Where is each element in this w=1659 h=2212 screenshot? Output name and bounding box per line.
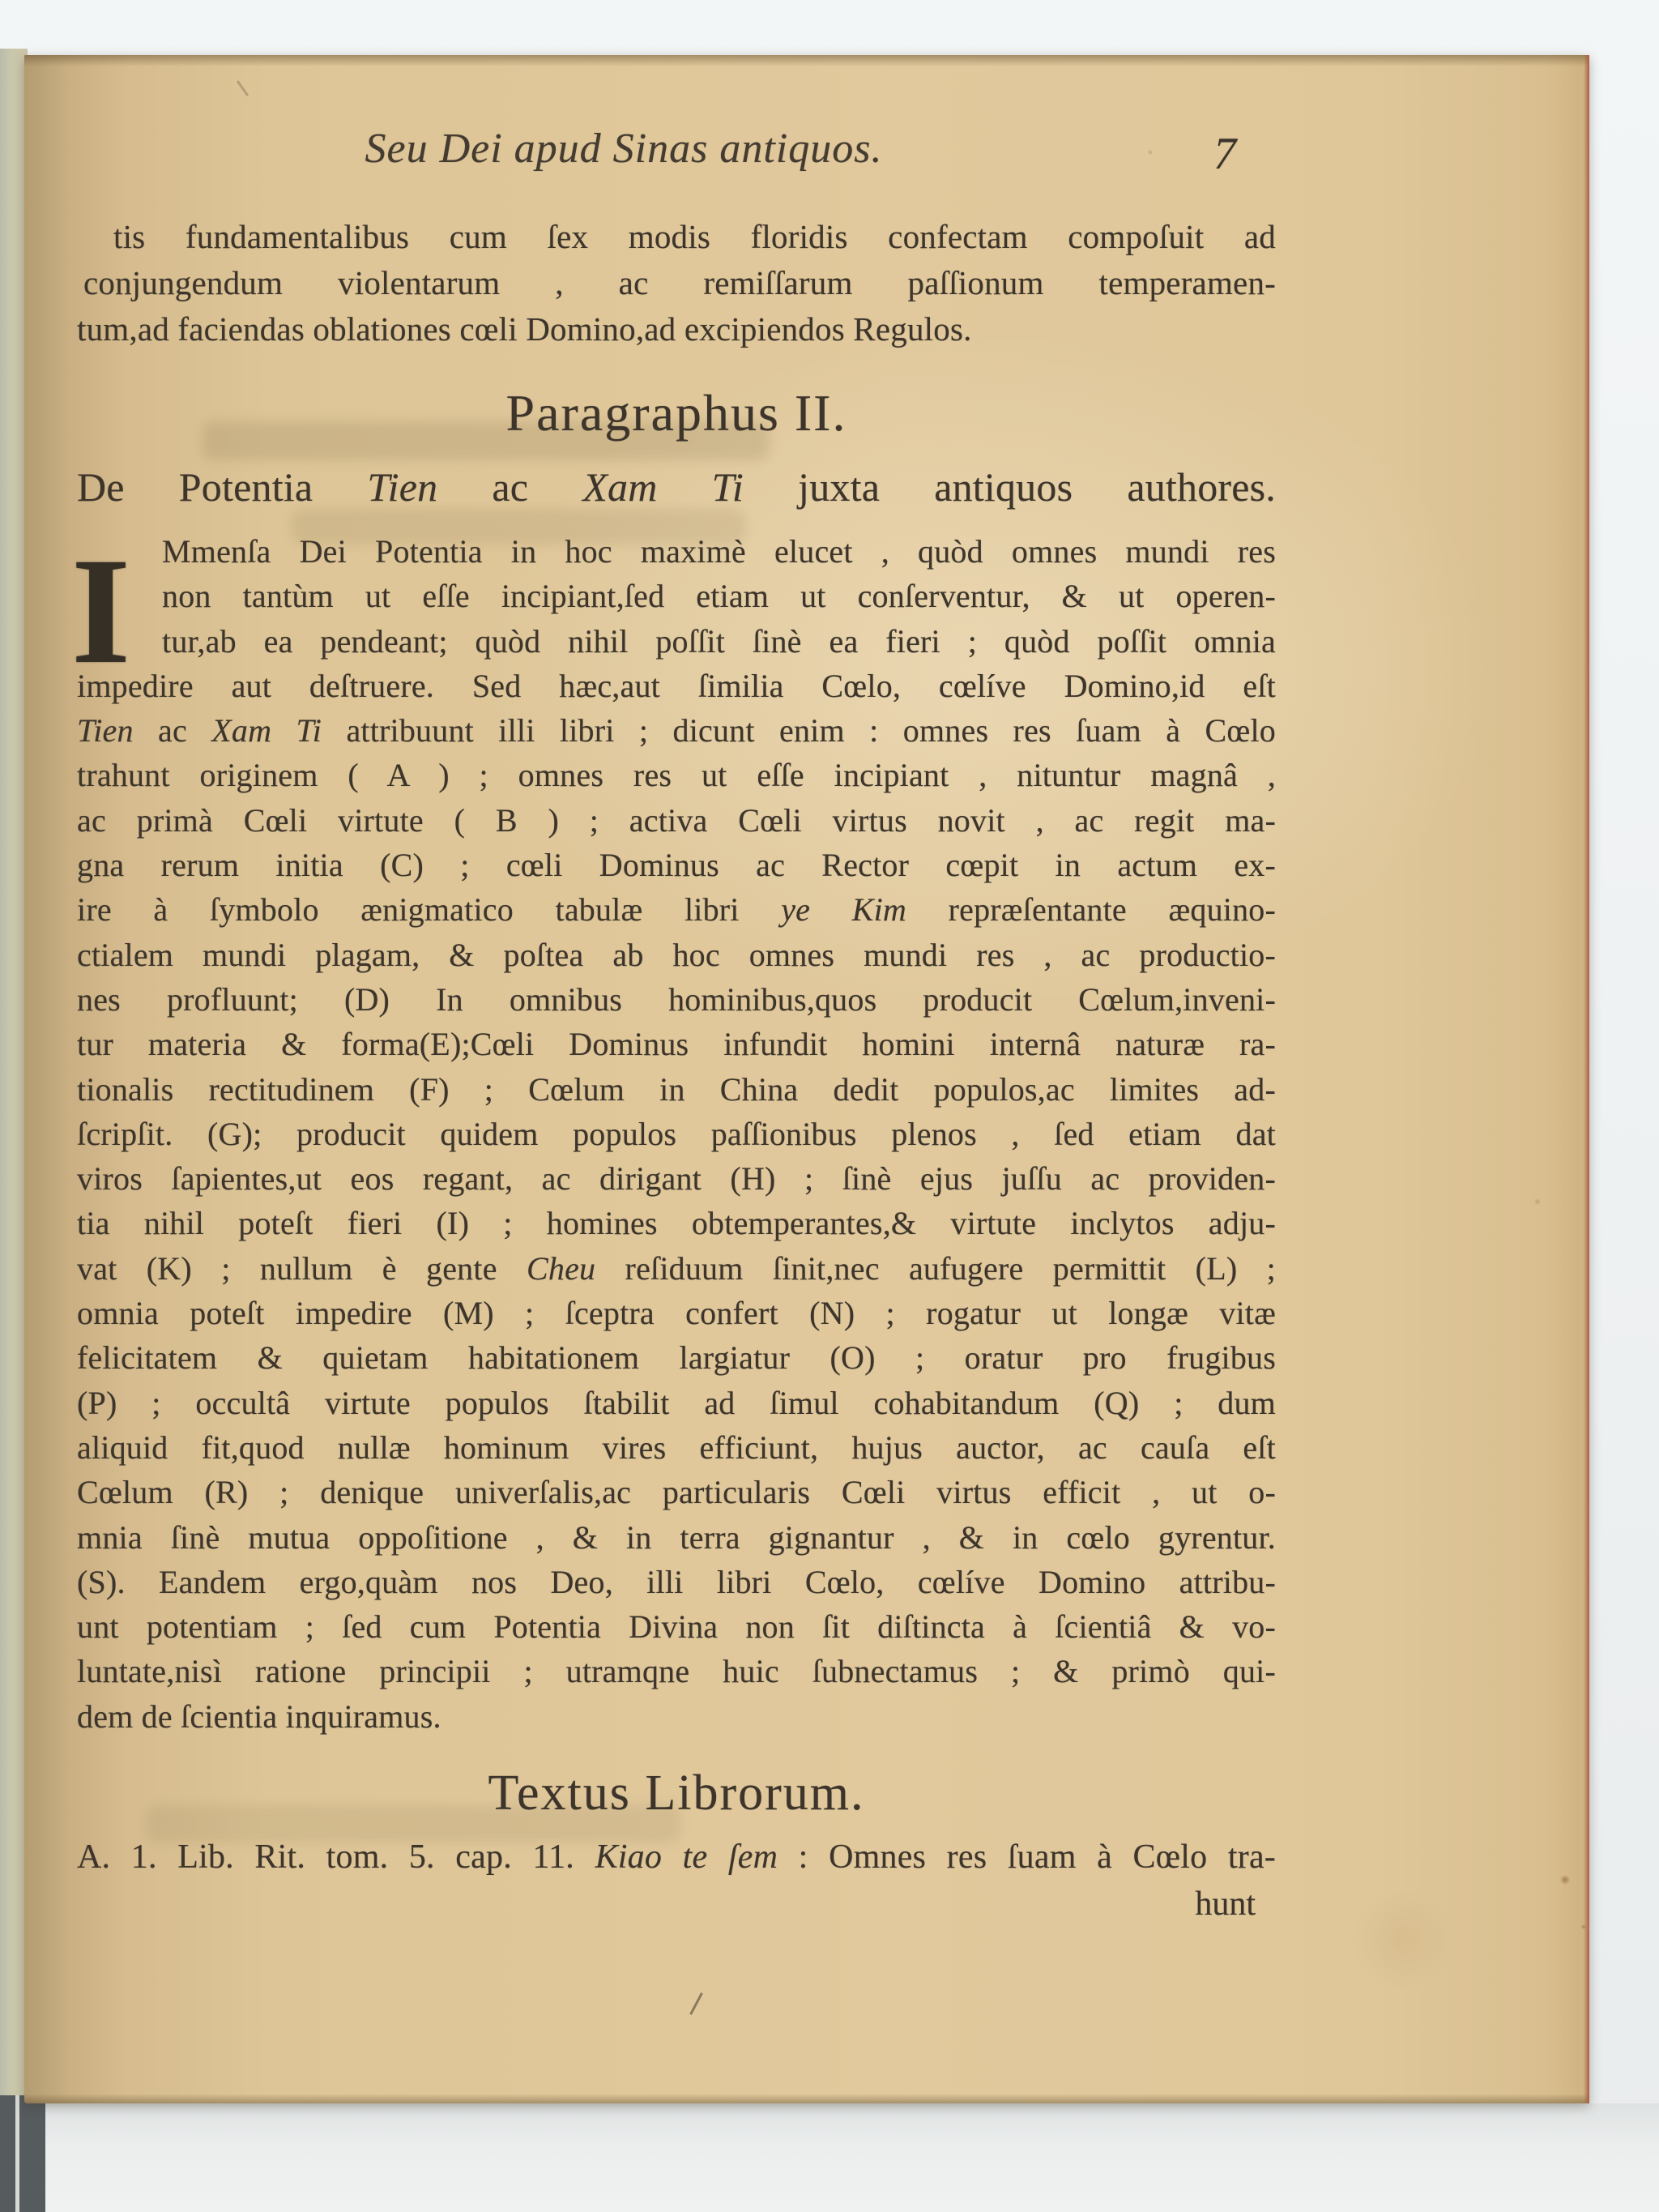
text-line [77,933,1276,977]
text-segment: luntate,nisì ratione principii ; utramqne huic ſubnectamus ; & primò qui- [77,1653,1276,1690]
text-segment: De Potentia [77,464,368,510]
text-segment: gna rerum initia (C) ; cœli Dominus ac Rector cœpit in actum ex- [77,847,1276,884]
text-segment: mnia ſinè mutua oppoſitione , & in terra gignantur , & in cœlo gyrentur. [77,1518,1276,1556]
pen-mark [689,1992,703,2015]
text-line [77,1067,1276,1112]
text-segment: (P) ; occultâ virtute populos ſtabilit ad ſimul cohabitandum (Q) ; dum [77,1384,1276,1421]
intro-paragraph [77,214,1276,352]
text-line [77,1560,1276,1604]
text-segment: Tien [77,712,134,749]
text-segment: juxta antiquos authores. [744,464,1276,510]
text-line [77,753,1276,797]
text-line [77,887,1276,932]
text-line [77,1112,1276,1156]
text-segment: ire à ſymbolo ænigmatico tabulæ libri [77,891,782,929]
text-line [77,1291,1276,1335]
text-line [77,1201,1276,1245]
book-page [24,55,1589,2103]
text-line [77,619,1276,664]
text-line [77,306,1276,352]
text-segment: Xam Ti [582,464,744,510]
text-line [77,1335,1276,1380]
text-line [77,1425,1276,1470]
text-line [77,843,1276,887]
text-segment: repræſentante æquino- [906,891,1276,929]
text-segment: nes profluunt; (D) In omnibus hominibus,quos producit Cœlum,inveni- [77,980,1276,1018]
running-header: Seu Dei apud Sinas antiquos. [365,126,883,172]
text-segment: unt potentiam ; ſed cum Potentia Divina non ſit diſtincta à ſcientiâ & vo- [77,1608,1276,1646]
text-segment: tia nihil poteſt fieri (I) ; homines obtemperantes,& virtute inclytos adju- [77,1205,1276,1242]
text-segment: Xam Ti [211,712,322,749]
text-segment: viros ſapientes,ut eos regant, ac dirigant (H) ; ſinè ejus juſſu ac providen- [77,1160,1276,1198]
text-segment: reſiduum ſinit,nec aufugere permittit (L) ; [595,1249,1276,1287]
text-segment: tionalis rectitudinem (F) ; Cœlum in China dedit populos,ac limites ad- [77,1070,1276,1108]
text-segment: felicitatem & quietam habitationem largiatur (O) ; oratur pro frugibus [77,1339,1276,1377]
text-segment: omnia poteſt impedire (M) ; ſceptra confert (N) ; rogatur ut longæ vitæ [77,1295,1276,1332]
catchword: hunt [1195,1885,1256,1923]
book-spine-shadow [0,2095,45,2212]
text-line [77,1604,1276,1649]
text-line [77,708,1276,753]
book-spine-highlight [15,2095,19,2212]
text-line [77,977,1276,1022]
text-segment: Cheu [526,1249,596,1287]
text-segment: ſcripſit. (G); producit quidem populos paſſionibus plenos , ſed etiam dat [77,1115,1276,1152]
text-segment: ye Kim [781,891,907,929]
section-heading-paragraphus: Paragraphus II. [505,384,847,442]
text-segment: ac [133,712,212,749]
text-line [77,214,1276,260]
drop-cap-initial: I [71,526,131,695]
text-segment: Tien [367,464,438,510]
text-line [77,1470,1276,1514]
text-segment: dem de ſcientia inquiramus. [77,1697,441,1735]
text-segment: ctialem mundi plagam, & poſtea ab hoc omnes mundi res , ac productio- [77,936,1276,973]
text-segment: vat (K) ; nullum è gente [77,1249,527,1287]
text-segment: impedire aut deſtruere. Sed hæc,aut ſimilia Cœlo, cœlíve Domino,id eſt [77,667,1276,704]
body-paragraph [77,529,1276,1739]
text-line [77,1156,1276,1201]
text-segment: tur materia & forma(E);Cœli Dominus infundit homini internâ naturæ ra- [77,1026,1276,1063]
textus-librorum-heading: Textus Librorum. [488,1766,865,1821]
text-line [77,1834,1276,1880]
text-line [77,664,1276,708]
text-line [77,1694,1276,1739]
text-segment: ac primà Cœli virtute ( B ) ; activa Cœli virtus novit , ac regit ma- [77,801,1276,839]
pen-mark [237,80,249,96]
text-segment: A. 1. Lib. Rit. tom. 5. cap. 11. [77,1838,595,1876]
text-segment: attribuunt illi libri ; dicunt enim : omnes res ſuam à Cœlo [322,712,1276,749]
text-segment: conjungendum violentarum , ac remiſſarum paſſionum temperamen- [83,264,1276,301]
text-line [77,529,1276,574]
text-segment: : Omnes res ſuam à Cœlo tra- [778,1838,1276,1876]
reference-line [77,1834,1276,1880]
text-segment: Kiao te ſem [595,1838,778,1876]
page-number: 7 [1213,129,1236,179]
text-line [77,1022,1276,1066]
text-segment: tum,ad faciendas oblationes cœli Domino,ad excipiendos Regulos. [77,310,972,348]
text-line [77,1515,1276,1560]
text-line [77,260,1276,306]
text-segment: Cœlum (R) ; denique univerſalis,ac particularis Cœli virtus efficit , ut o- [77,1474,1276,1511]
text-segment: trahunt originem ( A ) ; omnes res ut eſſe incipiant , nituntur magnâ , [77,757,1276,794]
section-subheading [77,462,1276,512]
text-line [77,798,1276,843]
text-segment: non tantùm ut eſſe incipiant,ſed etiam ut conſerventur, & ut operen- [162,578,1276,615]
text-line [77,1381,1276,1425]
text-segment: aliquid fit,quod nullæ hominum vires efficiunt, hujus auctor, ac cauſa eſt [77,1428,1276,1466]
text-line [77,574,1276,618]
text-line [77,462,1276,512]
text-segment: ac [437,464,583,510]
book-page-stack-edge [0,49,28,2107]
text-segment: (S). Eandem ergo,quàm nos Deo, illi libri Cœlo, cœlíve Domino attribu- [77,1563,1276,1600]
text-segment: tur,ab ea pendeant; quòd nihil poſſit ſinè ea fieri ; quòd poſſit omnia [162,622,1276,660]
scanner-background-bottom [0,2103,1659,2212]
text-line [77,1246,1276,1291]
text-line [77,1649,1276,1693]
text-segment: Mmenſa Dei Potentia in hoc maximè elucet , quòd omnes mundi res [162,533,1276,570]
page-bottom-shadow [24,2094,1589,2103]
text-segment: tis fundamentalibus cum ſex modis floridis confectam compoſuit ad [113,218,1276,255]
